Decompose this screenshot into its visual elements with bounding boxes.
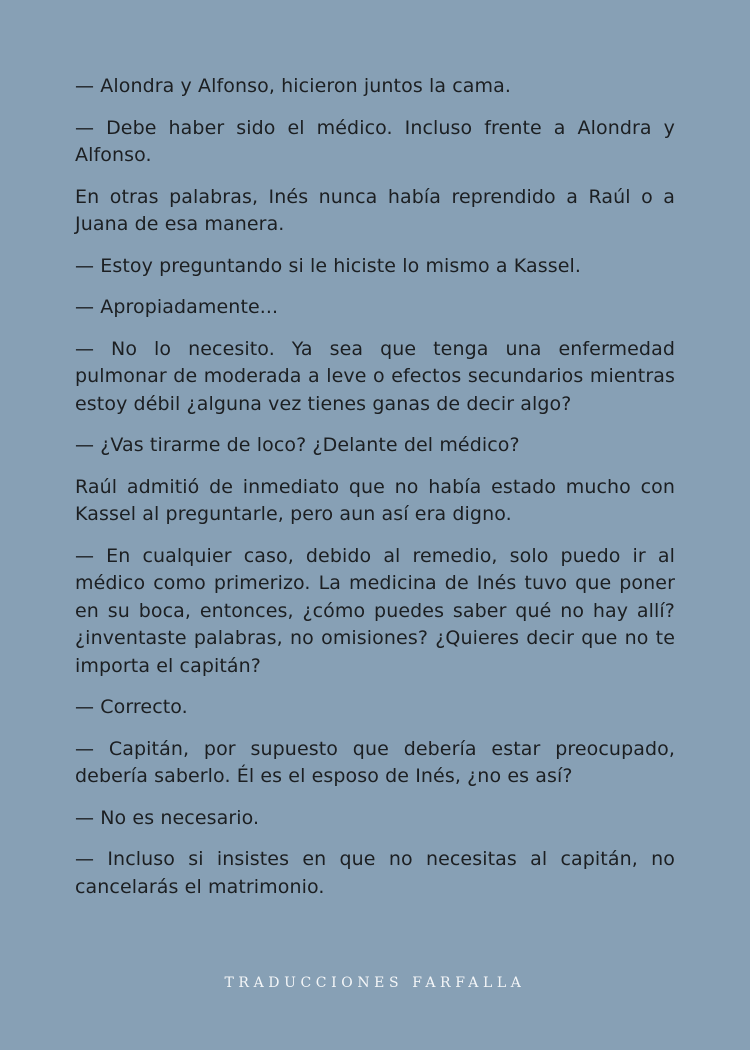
page-body — [75, 73, 675, 901]
footer-credit: TRADUCCIONES FARFALLA — [224, 975, 526, 991]
paragraph: — No lo necesito. Ya sea que tenga una enfermedad pulmonar de moderada a leve o efectos secundarios mientras estoy débil ¿alguna vez tienes ganas de decir algo? — [75, 337, 675, 415]
paragraph: — Debe haber sido el médico. Incluso frente a Alondra y Alfonso. — [75, 116, 675, 166]
paragraph: Raúl admitió de inmediato que no había estado mucho con Kassel al preguntarle, pero aun así era digno. — [75, 475, 675, 525]
paragraph: — Alondra y Alfonso, hicieron juntos la cama. — [75, 75, 512, 97]
paragraph: — Correcto. — [75, 696, 188, 718]
paragraph: — Incluso si insistes en que no necesitas al capitán, no cancelarás el matrimonio. — [75, 848, 675, 898]
paragraph: — Apropiadamente... — [75, 296, 279, 318]
paragraph: — En cualquier caso, debido al remedio, solo puedo ir al médico como primerizo. La medicina de Inés tuvo que poner en su boca, entonces, ¿cómo puedes saber qué no hay allí? ¿inventaste palabras, no omisiones? ¿Quieres decir que no te importa el capitán? — [75, 544, 675, 677]
paragraph: — Capitán, por supuesto que debería estar preocupado, debería saberlo. Él es el esposo de Inés, ¿no es así? — [75, 737, 675, 787]
paragraph: — Estoy preguntando si le hiciste lo mismo a Kassel. — [75, 254, 582, 277]
paragraph: — ¿Vas tirarme de loco? ¿Delante del médico? — [75, 434, 520, 456]
paragraph: — No es necesario. — [75, 806, 260, 829]
paragraph: En otras palabras, Inés nunca había reprendido a Raúl o a Juana de esa manera. — [75, 185, 675, 235]
